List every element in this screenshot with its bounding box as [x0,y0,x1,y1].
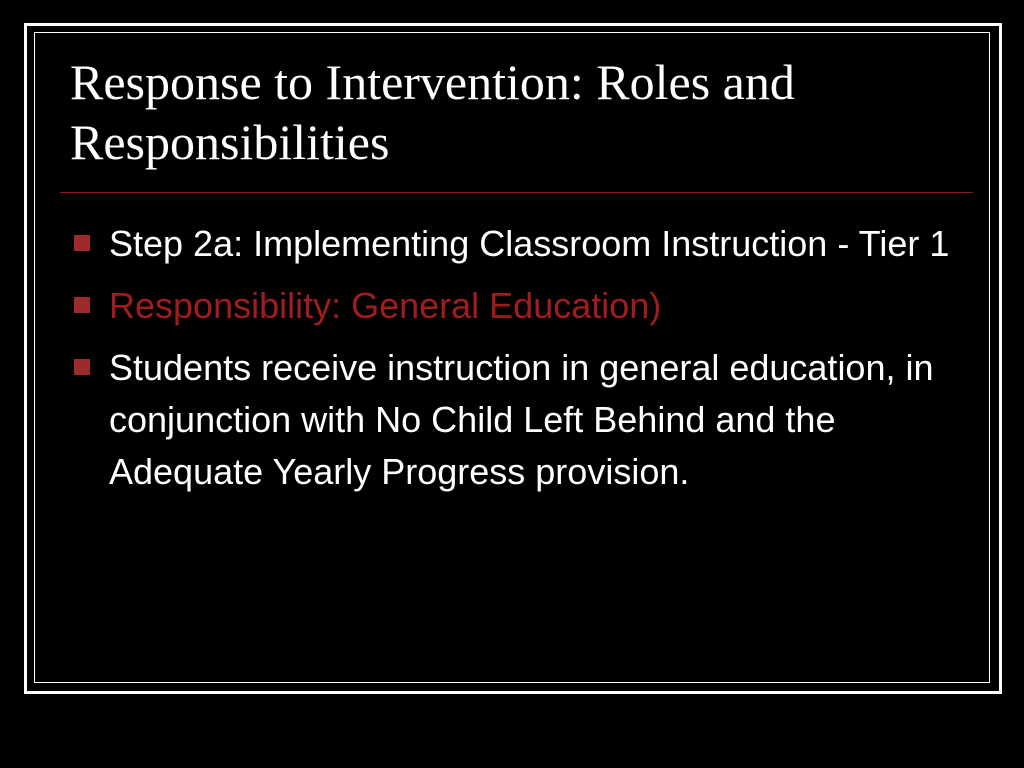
slide-title: Response to Intervention: Roles and Responsibilities [70,54,795,170]
square-bullet-icon [74,359,90,375]
square-bullet-icon [74,297,90,313]
square-bullet-icon [74,235,90,251]
bullet-item-students [70,342,950,498]
title-divider [60,192,973,193]
bullet-text: Students receive instruction in general education, in conjunction with No Child Left Behind and the Adequate Yearly Progress provision. [109,347,934,492]
bullet-list [70,218,950,508]
bullet-text: Step 2a: Implementing Classroom Instruction - Tier 1 [109,223,950,264]
bullet-item-responsibility [70,280,950,332]
bullet-item-step-2a [70,218,950,270]
bullet-text-highlighted: Responsibility: General Education) [109,285,662,326]
